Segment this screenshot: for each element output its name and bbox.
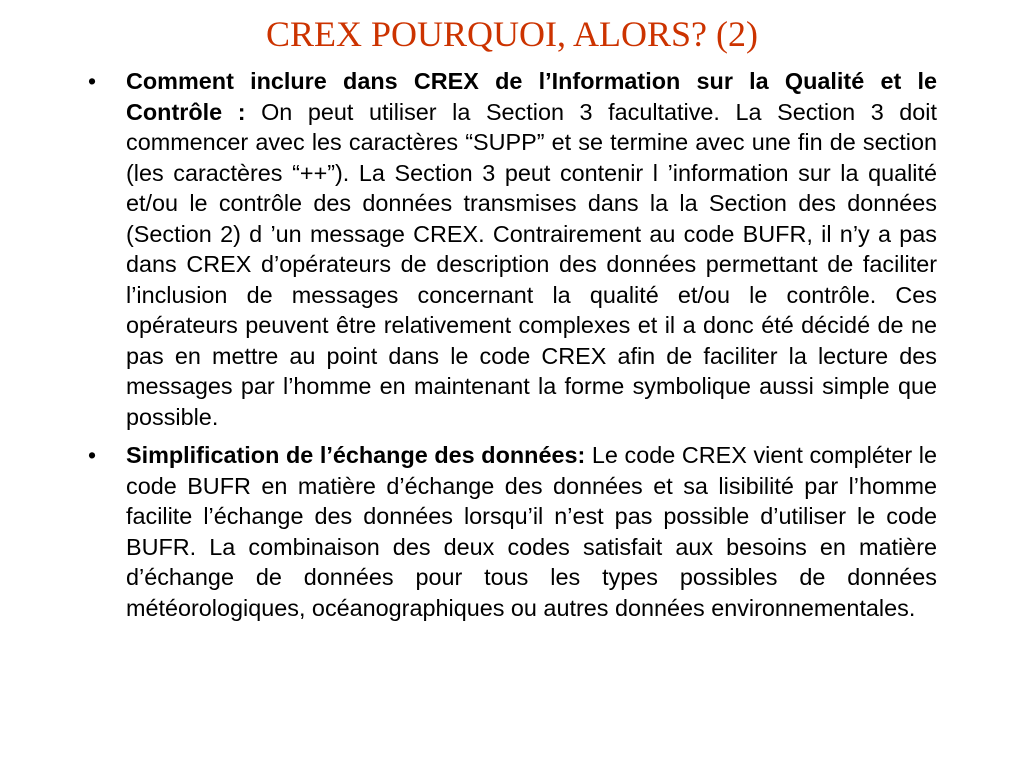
bullet-icon: • <box>88 442 97 468</box>
bullet-icon: • <box>88 68 97 94</box>
bullet-lead-text: Comment inclure dans CREX de l’Information sur la Qualité et le Contrôle : <box>126 68 937 125</box>
bullet-lead-text: Simplification de l’échange des données: <box>126 442 592 468</box>
bullet-item-quality-control <box>86 66 937 432</box>
bullet-body-text: On peut utiliser la Section 3 facultative. La Section 3 doit commencer avec les caractères “SUPP” et se termine avec une fin de section (les caractères “++”). La Section 3 peut contenir l ’information sur la qualité et/ou le contrôle des données transmises dans la la Section des données (Section 2) d ’un message CREX. Contrairement au code BUFR, il n’y a pas dans CREX d’opérateurs de description des données permettant de faciliter l’inclusion de messages concernant la qualité et/ou le contrôle. Ces opérateurs peuvent être relativement complexes et il a donc été décidé de ne pas en mettre au point dans le code CREX afin de faciliter la lecture des messages par l’homme en maintenant la forme symbolique aussi simple que possible. <box>126 98 937 430</box>
bullet-item-data-exchange <box>86 440 937 623</box>
bullet-list <box>86 66 937 631</box>
slide-title: CREX POURQUOI, ALORS? (2) <box>265 14 758 54</box>
bullet-body-text: Le code CREX vient compléter le code BUFR en matière d’échange des données et sa lisibilité par l’homme facilite l’échange des données lorsqu’il n’est pas possible d’utiliser le code BUFR. La combinaison des deux codes satisfait aux besoins en matière d’échange de données pour tous les types possibles de données météorologiques, océanographiques ou autres données environnementales. <box>126 442 937 621</box>
